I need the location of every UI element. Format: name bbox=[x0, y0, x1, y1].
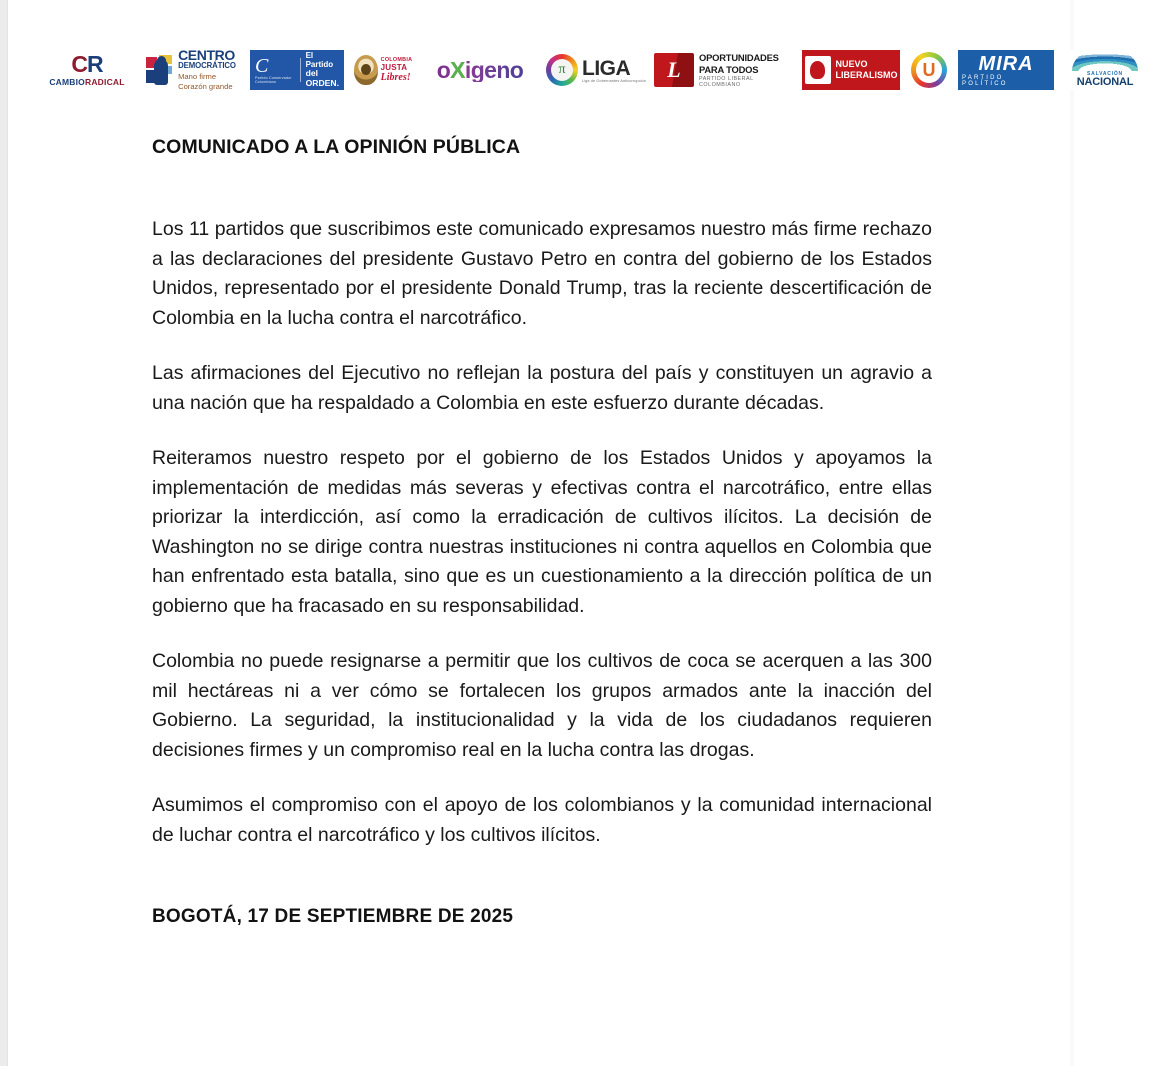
scan-edge-right bbox=[1070, 0, 1074, 1066]
partido-orden-line1: El Partido bbox=[305, 50, 334, 70]
centro-democratico-line1: CENTRO bbox=[178, 47, 235, 64]
liga-sub: Liga de Gobernantes Anticorrupción bbox=[582, 78, 646, 83]
oportunidades-wordmark bbox=[699, 52, 796, 87]
paragraph-5: Asumimos el compromiso con el apoyo de los colombianos y la comunidad internacional de luchar contra el narcotráfico y los cultivos ilícitos. bbox=[152, 794, 932, 846]
scan-edge-left bbox=[0, 0, 8, 1066]
partido-u-ring-icon bbox=[911, 52, 947, 88]
paragraph-3: Reiteramos nuestro respeto por el gobierno de los Estados Unidos y apoyamos la implementación de medidas más severas y efectivas contra el narcotráfico, entre ellas priorizar la interdicción, así como la erradicación de cultivos ilícitos. La decisión de Washington no se dirige contra nuestras instituciones ni contra aquellos en Colombia que han enfrentado esta batalla, sino que es un cuestionamiento a la dirección política de un gobierno que ha fracasado en su responsabilidad. bbox=[152, 447, 932, 617]
logo-centro-democratico bbox=[136, 47, 244, 92]
cambio-radical-name-part1: CAMBIO bbox=[49, 77, 85, 88]
partido-orden-monogram-sub: Partido Conservador Colombiano bbox=[255, 76, 292, 84]
oportunidades-line1: OPORTUNIDADES bbox=[699, 52, 779, 64]
liberal-flag-icon bbox=[654, 53, 694, 87]
logo-cambio-radical bbox=[44, 50, 130, 90]
page-title: COMUNICADO A LA OPINIÓN PÚBLICA bbox=[152, 136, 521, 158]
logo-partido-conservador bbox=[250, 50, 344, 90]
paragraph-1: Los 11 partidos que suscribimos este comunicado expresamos nuestro más firme rechazo a las declaraciones del presidente Gustavo Petro en contra del gobierno de los Estados Unidos, representado por el presidente Donald Trump, tras la reciente descertificación de Colombia en la lucha contra el narcotráfico. bbox=[152, 218, 932, 329]
logo-nuevo-liberalismo bbox=[802, 50, 900, 90]
galan-portrait-icon bbox=[805, 56, 831, 84]
logo-colombia-justa-libres bbox=[350, 50, 416, 90]
document-dateline: BOGOTÁ, 17 DE SEPTIEMBRE DE 2025 bbox=[152, 906, 514, 927]
partido-orden-wordmark bbox=[306, 51, 339, 89]
cambio-radical-monogram-icon: CR bbox=[71, 51, 103, 78]
nuevo-liberalismo-line1: NUEVO bbox=[835, 59, 868, 70]
colombia-justa-libres-wordmark bbox=[381, 57, 413, 83]
mira-word: MIRA bbox=[978, 52, 1034, 75]
cjl-line2: JUSTA bbox=[380, 63, 408, 72]
nuevo-liberalismo-wordmark bbox=[836, 59, 898, 81]
cjl-line1: COLOMBIA bbox=[380, 57, 413, 63]
partido-orden-line2: del ORDEN. bbox=[305, 68, 340, 89]
document-body bbox=[152, 136, 932, 928]
paragraph-2: Las afirmaciones del Ejecutivo no reflejan la postura del país y constituyen un agravio a una nación que ha respaldado a Colombia en este esfuerzo durante décadas. bbox=[152, 362, 932, 414]
liga-pi-disc-icon bbox=[546, 54, 578, 86]
liberal-flag-letter: L bbox=[667, 57, 681, 82]
lion-icon bbox=[354, 55, 378, 85]
logo-mira bbox=[958, 50, 1054, 90]
rainbow-arc-icon bbox=[1072, 52, 1138, 71]
cjl-line3: Libres! bbox=[380, 72, 411, 83]
logo-partido-de-la-u bbox=[906, 50, 952, 90]
oxigeno-part1: o bbox=[436, 56, 451, 83]
oxigeno-part2: igeno bbox=[464, 56, 524, 83]
centro-democratico-emblem-icon bbox=[146, 55, 174, 85]
logo-partido-liberal bbox=[654, 50, 796, 90]
party-logos-strip bbox=[44, 44, 1134, 96]
partido-orden-monogram-icon bbox=[255, 56, 295, 84]
centro-democratico-line3: Mano firme bbox=[178, 72, 217, 82]
partido-orden-monogram-letter: C bbox=[255, 55, 269, 77]
oportunidades-line3: PARTIDO LIBERAL COLOMBIANO bbox=[699, 75, 754, 88]
nuevo-liberalismo-line2: LIBERALISMO bbox=[835, 70, 898, 80]
logo-salvacion-nacional bbox=[1060, 50, 1150, 90]
mira-sub: PARTIDO POLÍTICO bbox=[962, 74, 1008, 87]
liga-word: LIGA bbox=[582, 56, 631, 80]
oxigeno-x-icon: X bbox=[450, 56, 465, 83]
centro-democratico-line2: DEMOCRÁTICO bbox=[178, 61, 236, 71]
partido-orden-divider bbox=[300, 58, 301, 82]
liga-wordmark bbox=[582, 58, 646, 83]
centro-democratico-wordmark bbox=[178, 48, 236, 91]
logo-oxigeno bbox=[422, 50, 538, 90]
salvacion-nacional-line2: NACIONAL bbox=[1076, 76, 1134, 88]
centro-democratico-line4: Corazón grande bbox=[178, 82, 233, 92]
cambio-radical-name bbox=[49, 78, 124, 87]
logo-liga bbox=[544, 50, 648, 90]
cambio-radical-name-part2: RADICAL bbox=[85, 77, 125, 88]
paragraph-4: Colombia no puede resignarse a permitir que los cultivos de coca se acerquen a las 300 mil hectáreas ni a ver cómo se fortalecen los grupos armados ante la inacción del Gobierno. La seguridad, la institucionalidad y la vida de los ciudadanos requieren decisiones firmes y un compromiso real en la lucha contra las drogas. bbox=[152, 650, 932, 761]
oportunidades-line2: PARA TODOS bbox=[699, 63, 759, 75]
oxigeno-wordmark bbox=[436, 56, 524, 83]
salvacion-nacional-line1: SALVACIÓN bbox=[1087, 71, 1123, 77]
